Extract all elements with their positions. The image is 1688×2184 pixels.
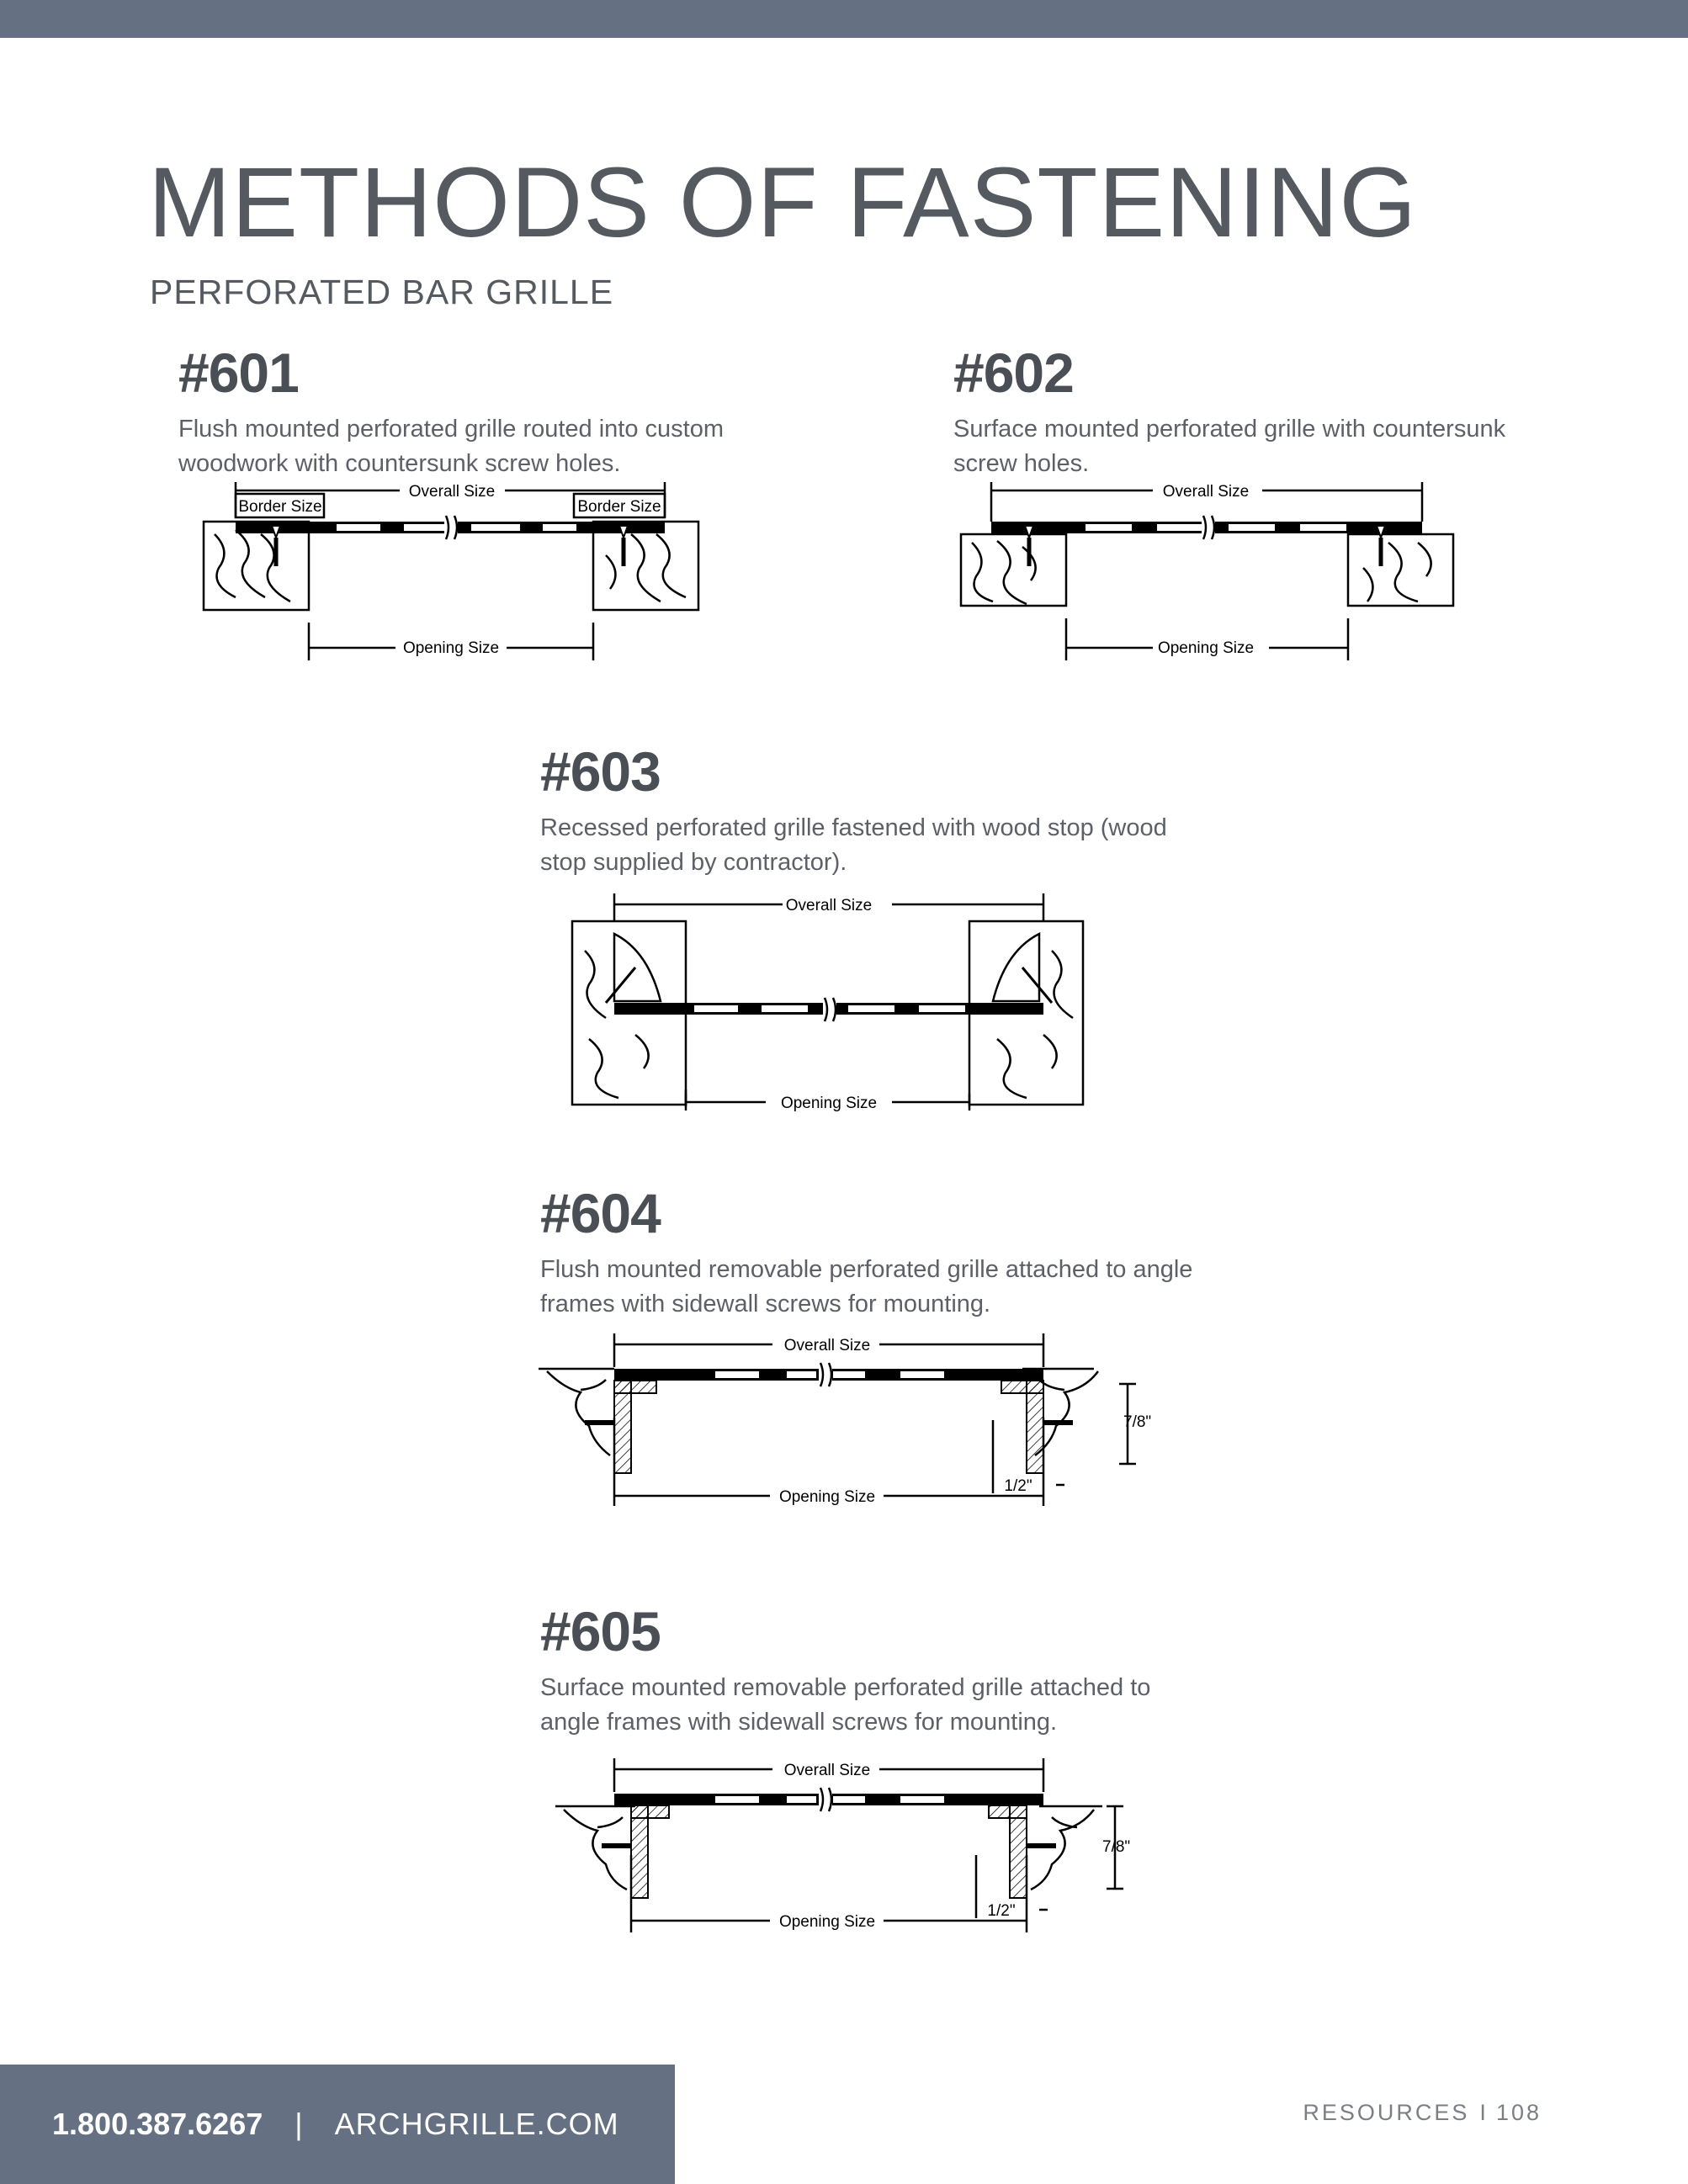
diagram-605 (555, 1746, 1144, 1939)
height-dimension-label: 7/8" (1102, 1838, 1131, 1856)
page-title: METHODS OF FASTENING (148, 147, 1418, 258)
overall-size-label: Overall Size (783, 1337, 871, 1354)
method-number: #603 (540, 740, 661, 803)
method-603 (540, 740, 1213, 880)
footer-section: RESOURCES (1303, 2100, 1470, 2125)
grille-bar (991, 516, 1422, 566)
wood-block-left (961, 534, 1066, 606)
border-size-label: Border Size (577, 498, 661, 516)
border-size-label: Border Size (238, 498, 322, 516)
grille-bar (236, 516, 665, 566)
method-602 (953, 342, 1542, 481)
footer-contact-bar (0, 2065, 675, 2184)
footer-website[interactable]: ARCHGRILLE.COM (334, 2107, 619, 2141)
method-601 (178, 342, 767, 481)
diagram-602 (951, 475, 1473, 669)
opening-size-label: Opening Size (402, 639, 500, 657)
diagram-604 (539, 1321, 1161, 1514)
footer-phone[interactable]: 1.800.387.6267 (52, 2107, 263, 2141)
method-description: Recessed perforated grille fastened with wood stop (wood stop supplied by contractor). (540, 814, 1167, 876)
wood-stop-left (614, 934, 661, 1001)
opening-size-label: Opening Size (778, 1913, 876, 1931)
overall-size-label: Overall Size (408, 483, 496, 501)
footer-page-info (1303, 2100, 1542, 2126)
footer-separator: | (295, 2107, 303, 2141)
method-number: #604 (540, 1182, 661, 1244)
overall-size-label: Overall Size (783, 1762, 871, 1779)
method-number: #605 (540, 1600, 661, 1662)
method-604 (540, 1182, 1213, 1322)
method-number: #601 (178, 342, 299, 404)
method-description: Surface mounted perforated grille with countersunk screw holes. (953, 416, 1506, 477)
opening-size-label: Opening Size (780, 1095, 878, 1112)
grille-bar (602, 1788, 1056, 1898)
gap-dimension-label: 1/2" (987, 1902, 1016, 1920)
top-bar (0, 0, 1688, 38)
grille-bar (585, 1363, 1073, 1473)
method-605 (540, 1600, 1213, 1740)
method-description: Flush mounted removable perforated grille attached to angle frames with sidewall screws for mounting. (540, 1256, 1193, 1317)
diagram-603 (555, 883, 1111, 1119)
gap-dimension-label: 1/2" (1004, 1477, 1032, 1495)
method-description: Flush mounted perforated grille routed into custom woodwork with countersunk screw holes. (178, 416, 725, 477)
page-number: 108 (1495, 2100, 1542, 2125)
overall-size-label: Overall Size (1162, 483, 1250, 501)
diagram-601 (194, 475, 715, 669)
wood-stop-right (993, 934, 1039, 1001)
overall-size-label: Overall Size (785, 897, 873, 914)
page-subtitle: PERFORATED BAR GRILLE (150, 273, 614, 311)
method-number: #602 (953, 342, 1074, 404)
opening-size-label: Opening Size (778, 1488, 876, 1506)
footer-page-separator: I (1479, 2100, 1486, 2125)
method-description: Surface mounted removable perforated grille attached to angle frames with sidewall screws for mounting. (540, 1674, 1151, 1736)
opening-size-label: Opening Size (1157, 639, 1255, 657)
height-dimension-label: 7/8" (1123, 1413, 1152, 1431)
grille-bar (606, 967, 1052, 1021)
